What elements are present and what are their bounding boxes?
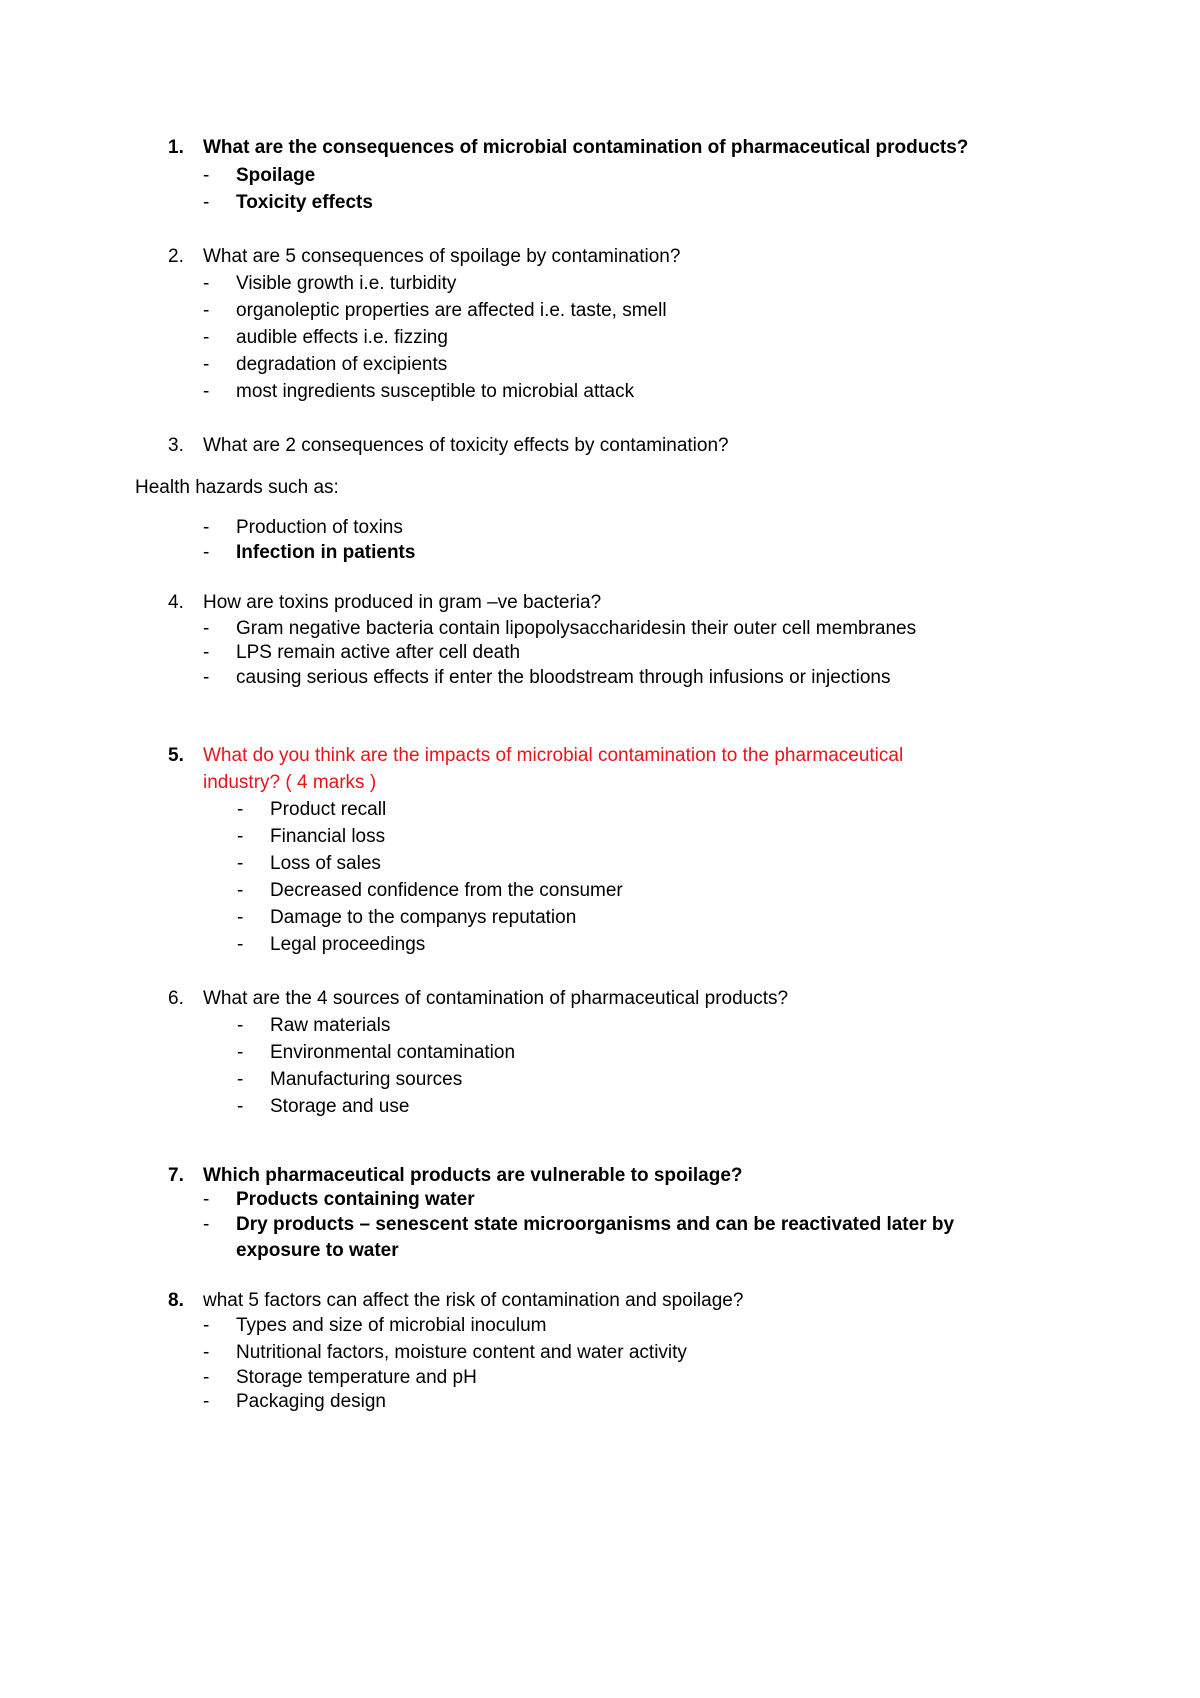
bullet-item: audible effects i.e. fizzing	[236, 327, 448, 348]
bullet-item: Infection in patients	[236, 542, 416, 563]
question-number: 4.	[168, 592, 184, 613]
bullet-dash: -	[237, 799, 244, 820]
bullet-dash: -	[237, 1015, 244, 1036]
question-text: What are the consequences of microbial contamination of pharmaceutical products?	[203, 137, 969, 158]
question-text: What are the 4 sources of contamination of pharmaceutical products?	[203, 988, 789, 1009]
bullet-dash: -	[203, 542, 210, 563]
bullet-item: Environmental contamination	[270, 1042, 516, 1063]
question-text-continued: industry? ( 4 marks )	[203, 772, 377, 793]
bullet-item: Production of toxins	[236, 517, 403, 538]
bullet-item: Storage and use	[270, 1096, 410, 1117]
question-number: 1.	[168, 137, 184, 158]
bullet-item: Decreased confidence from the consumer	[270, 880, 623, 901]
bullet-item: organoleptic properties are affected i.e. taste, smell	[236, 300, 667, 321]
bullet-item: LPS remain active after cell death	[236, 642, 521, 663]
question-text: How are toxins produced in gram –ve bacteria?	[203, 592, 602, 613]
bullet-dash: -	[203, 327, 210, 348]
bullet-dash: -	[203, 667, 210, 688]
bullet-item: Damage to the companys reputation	[270, 907, 577, 928]
bullet-dash: -	[203, 354, 210, 375]
bullet-dash: -	[237, 880, 244, 901]
bullet-dash: -	[203, 1189, 210, 1210]
bullet-dash: -	[203, 381, 210, 402]
question-number: 2.	[168, 246, 184, 267]
bullet-item: Nutritional factors, moisture content and water activity	[236, 1342, 687, 1363]
bullet-dash: -	[203, 1367, 210, 1388]
intro-text: Health hazards such as:	[135, 477, 339, 498]
bullet-dash: -	[237, 1042, 244, 1063]
bullet-item: Spoilage	[236, 165, 316, 186]
bullet-dash: -	[203, 165, 210, 186]
bullet-item: Product recall	[270, 799, 387, 820]
bullet-dash: -	[237, 934, 244, 955]
bullet-dash: -	[203, 300, 210, 321]
question-number: 5.	[168, 745, 184, 766]
question-text: what 5 factors can affect the risk of contamination and spoilage?	[203, 1290, 744, 1311]
bullet-item: Loss of sales	[270, 853, 381, 874]
question-number: 3.	[168, 435, 184, 456]
bullet-dash: -	[237, 826, 244, 847]
bullet-item: Visible growth i.e. turbidity	[236, 273, 457, 294]
bullet-item: causing serious effects if enter the bloodstream through infusions or injections	[236, 667, 891, 688]
bullet-item: Manufacturing sources	[270, 1069, 463, 1090]
bullet-dash: -	[237, 907, 244, 928]
bullet-dash: -	[237, 853, 244, 874]
bullet-item: Types and size of microbial inoculum	[236, 1315, 547, 1336]
bullet-dash: -	[237, 1069, 244, 1090]
question-number: 7.	[168, 1165, 184, 1186]
bullet-dash: -	[203, 618, 210, 639]
bullet-item: degradation of excipients	[236, 354, 448, 375]
bullet-item: Legal proceedings	[270, 934, 426, 955]
bullet-dash: -	[203, 1214, 210, 1235]
bullet-item: Packaging design	[236, 1391, 386, 1412]
bullet-item: Storage temperature and pH	[236, 1367, 477, 1388]
bullet-dash: -	[203, 192, 210, 213]
bullet-dash: -	[237, 1096, 244, 1117]
bullet-item: Products containing water	[236, 1189, 475, 1210]
bullet-item: Dry products – senescent state microorganisms and can be reactivated later by	[236, 1214, 955, 1235]
bullet-item: most ingredients susceptible to microbial attack	[236, 381, 635, 402]
question-number: 8.	[168, 1290, 184, 1311]
bullet-dash: -	[203, 1391, 210, 1412]
bullet-dash: -	[203, 517, 210, 538]
bullet-dash: -	[203, 642, 210, 663]
question-text: What are 5 consequences of spoilage by contamination?	[203, 246, 681, 267]
bullet-item: Raw materials	[270, 1015, 391, 1036]
question-text: What are 2 consequences of toxicity effects by contamination?	[203, 435, 729, 456]
bullet-item-continued: exposure to water	[236, 1240, 399, 1261]
bullet-item: Toxicity effects	[236, 192, 373, 213]
bullet-item: Financial loss	[270, 826, 386, 847]
bullet-dash: -	[203, 273, 210, 294]
bullet-dash: -	[203, 1315, 210, 1336]
bullet-dash: -	[203, 1342, 210, 1363]
question-number: 6.	[168, 988, 184, 1009]
bullet-item: Gram negative bacteria contain lipopolysaccharidesin their outer cell membranes	[236, 618, 917, 639]
question-text: Which pharmaceutical products are vulnerable to spoilage?	[203, 1165, 743, 1186]
question-text: What do you think are the impacts of microbial contamination to the pharmaceutical	[203, 745, 904, 766]
